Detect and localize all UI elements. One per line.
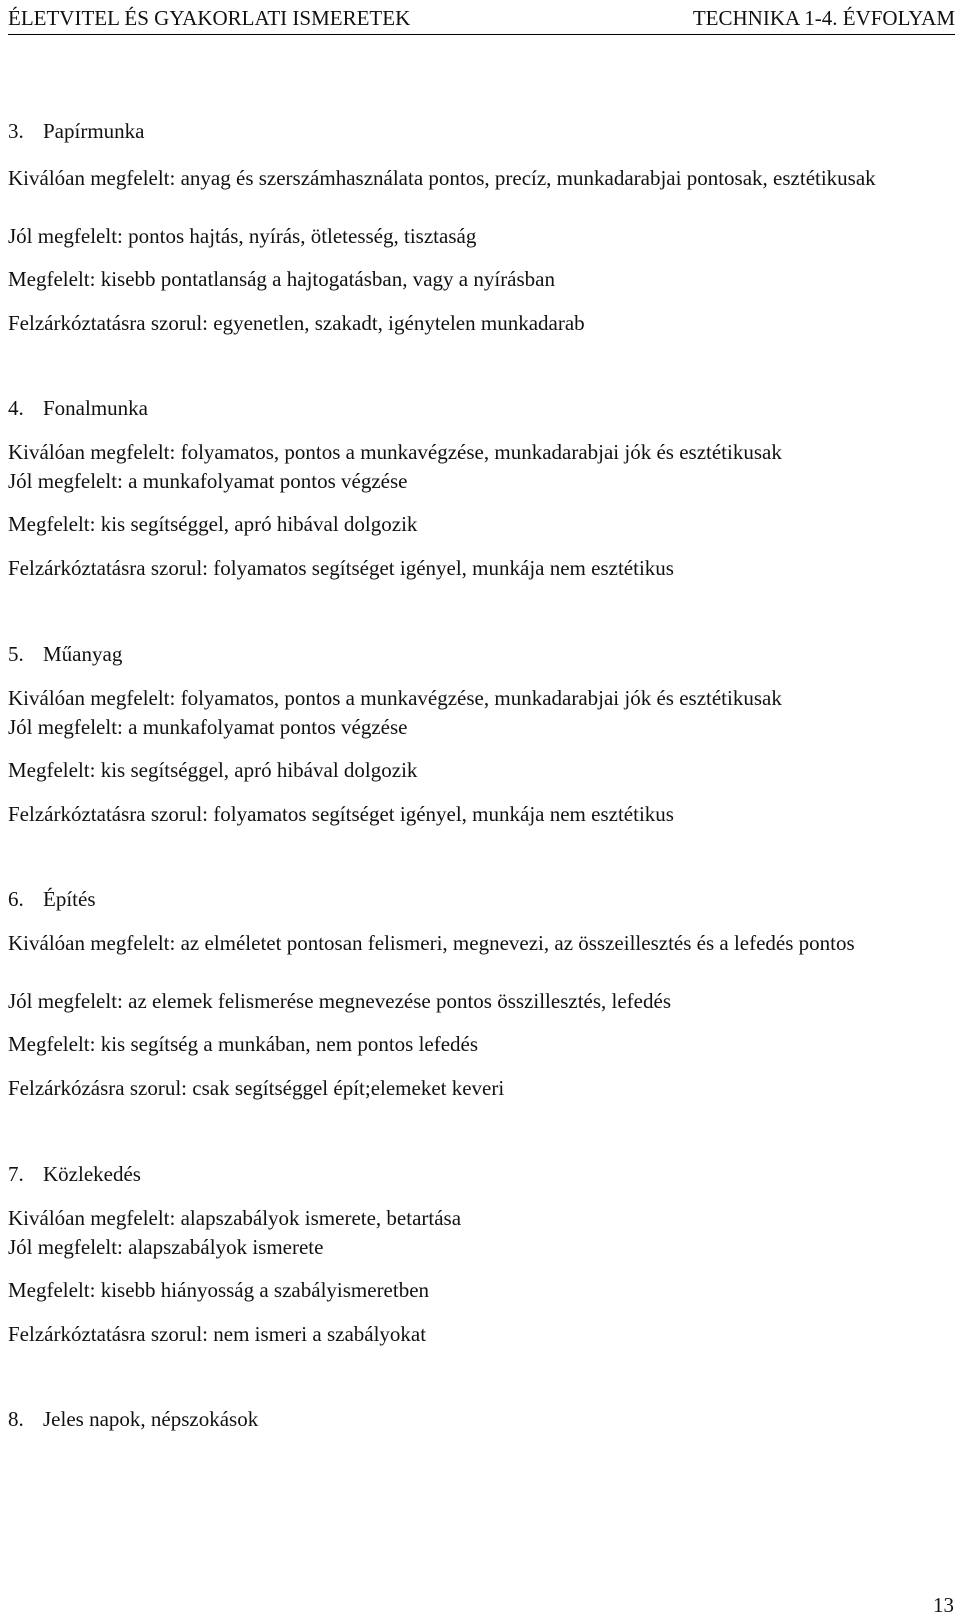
criteria-good: Jól megfelelt: pontos hajtás, nyírás, ötletesség, tisztaság: [8, 224, 477, 248]
section-number: 7.: [8, 1162, 24, 1186]
section-number: 4.: [8, 396, 24, 420]
criteria-needs-support: Felzárkózásra szorul: csak segítséggel épít;elemeket keveri: [8, 1076, 505, 1100]
header-grade: TECHNIKA 1-4. ÉVFOLYAM: [692, 6, 955, 30]
criteria-satisfactory: Megfelelt: kis segítséggel, apró hibával dolgozik: [8, 758, 418, 782]
section-title: Építés: [43, 887, 96, 911]
section-title: Műanyag: [43, 642, 123, 666]
criteria-excellent: Kiválóan megfelelt: az elméletet pontosan felismeri, megnevezi, az összeillesztés és a lefedés pontos: [8, 931, 855, 955]
section-number: 5.: [8, 642, 24, 666]
criteria-satisfactory: Megfelelt: kisebb pontatlanság a hajtogatásban, vagy a nyírásban: [8, 267, 555, 291]
criteria-needs-support: Felzárkóztatásra szorul: nem ismeri a szabályokat: [8, 1322, 427, 1346]
page-header: [8, 4, 955, 35]
criteria-good: Jól megfelelt: az elemek felismerése megnevezése pontos összillesztés, lefedés: [8, 989, 671, 1013]
criteria-good: Jól megfelelt: alapszabályok ismerete: [8, 1235, 324, 1259]
section-heading: [8, 1405, 258, 1433]
criteria-needs-support: Felzárkóztatásra szorul: egyenetlen, szakadt, igénytelen munkadarab: [8, 311, 585, 335]
section-heading: [8, 117, 144, 145]
criteria-needs-support: Felzárkóztatásra szorul: folyamatos segítséget igényel, munkája nem esztétikus: [8, 556, 674, 580]
section-heading: [8, 885, 96, 913]
criteria-needs-support: Felzárkóztatásra szorul: folyamatos segítséget igényel, munkája nem esztétikus: [8, 802, 674, 826]
section-title: Fonalmunka: [43, 396, 148, 420]
section-number: 3.: [8, 119, 24, 143]
section-title: Jeles napok, népszokások: [43, 1407, 259, 1431]
section-number: 8.: [8, 1407, 24, 1431]
section-number: 6.: [8, 887, 24, 911]
section-title: Közlekedés: [43, 1162, 141, 1186]
section-heading: [8, 394, 148, 422]
criteria-excellent: Kiválóan megfelelt: folyamatos, pontos a munkavégzése, munkadarabjai jók és esztétikusak: [8, 686, 782, 710]
criteria-good: Jól megfelelt: a munkafolyamat pontos végzése: [8, 469, 408, 493]
criteria-good: Jól megfelelt: a munkafolyamat pontos végzése: [8, 715, 408, 739]
criteria-satisfactory: Megfelelt: kis segítséggel, apró hibával dolgozik: [8, 512, 418, 536]
section-heading: [8, 640, 122, 668]
section-title: Papírmunka: [43, 119, 145, 143]
criteria-excellent: Kiválóan megfelelt: anyag és szerszámhasználata pontos, precíz, munkadarabjai pontosak, esztétikusak: [8, 166, 876, 190]
criteria-satisfactory: Megfelelt: kis segítség a munkában, nem pontos lefedés: [8, 1032, 479, 1056]
criteria-excellent: Kiválóan megfelelt: alapszabályok ismerete, betartása: [8, 1206, 462, 1230]
criteria-excellent: Kiválóan megfelelt: folyamatos, pontos a munkavégzése, munkadarabjai jók és esztétikusak: [8, 440, 782, 464]
section-heading: [8, 1160, 141, 1188]
header-subject: ÉLETVITEL ÉS GYAKORLATI ISMERETEK: [8, 6, 411, 30]
page-number: 13: [933, 1593, 954, 1617]
criteria-satisfactory: Megfelelt: kisebb hiányosság a szabályismeretben: [8, 1278, 430, 1302]
